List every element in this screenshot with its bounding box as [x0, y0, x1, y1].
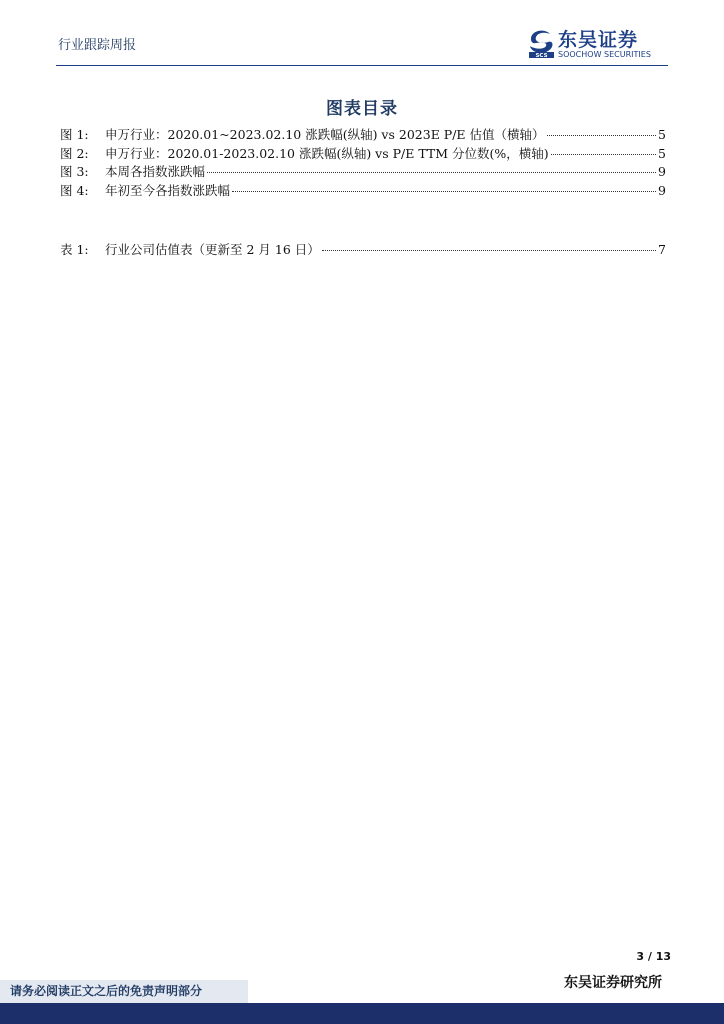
toc-leader-dots [551, 154, 656, 155]
toc-entry-label: 图 1: [60, 127, 89, 142]
logo-name-cn: 东吴证券 [558, 29, 639, 51]
toc-entry-figure-4[interactable] [60, 181, 666, 200]
toc-entry-page: 5 [658, 127, 666, 142]
toc-leader-dots [547, 135, 657, 136]
toc-entry-text: 申万行业：2020.01-2023.02.10 涨跌幅(纵轴) vs P/E TTM 分位数(%，横轴) [105, 145, 549, 161]
toc-entry-text: 本周各指数涨跌幅 [105, 164, 206, 179]
toc-entry-text: 申万行业：2020.01~2023.02.10 涨跌幅(纵轴) vs 2023E P/E 估值（横轴） [105, 127, 545, 142]
logo-mark-icon [528, 27, 556, 59]
toc-title: 图表目录 [326, 99, 398, 119]
page-number: 3 / 13 [636, 950, 671, 963]
footer-firm-name: 东吴证券研究所 [564, 975, 662, 991]
toc-entry-table-1[interactable] [60, 240, 666, 259]
toc-entry-page: 7 [658, 242, 666, 257]
toc-entry-page: 9 [658, 182, 666, 198]
toc-entry-label: 图 4: [60, 182, 89, 198]
toc-entry-label: 表 1: [60, 242, 89, 257]
toc-entry-label: 图 2: [60, 145, 89, 161]
toc-entry-text: 行业公司估值表（更新至 2 月 16 日） [105, 242, 320, 257]
toc-entry-figure-1[interactable] [60, 125, 666, 144]
toc-leader-dots [322, 250, 656, 251]
figure-list [60, 125, 666, 199]
footer-disclaimer: 请务必阅读正文之后的免责声明部分 [0, 980, 248, 1003]
toc-entry-page: 5 [658, 145, 666, 161]
toc-entry-label: 图 3: [60, 164, 89, 179]
logo-name-en: SOOCHOW SECURITIES [558, 50, 651, 59]
toc-entry-figure-3[interactable] [60, 162, 666, 181]
header-divider [56, 65, 668, 66]
toc-entry-text: 年初至今各指数涨跌幅 [105, 182, 231, 198]
report-type-label: 行业跟踪周报 [58, 38, 137, 53]
toc-leader-dots [232, 191, 656, 192]
table-list [60, 240, 666, 259]
soochow-logo [528, 27, 673, 61]
toc-leader-dots [207, 172, 656, 173]
toc-entry-page: 9 [658, 164, 666, 179]
footer-bar [0, 1003, 724, 1024]
toc-entry-figure-2[interactable] [60, 144, 666, 163]
logo-mark-text: SCS [535, 53, 548, 59]
